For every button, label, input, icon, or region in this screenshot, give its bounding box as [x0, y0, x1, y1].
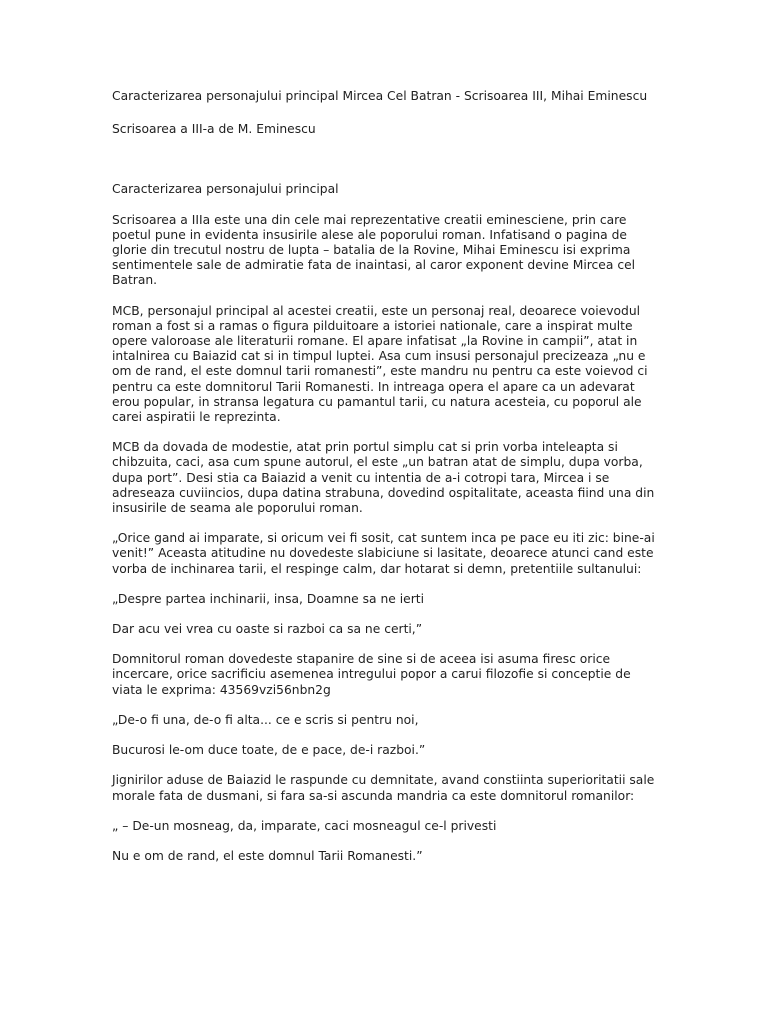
verse-line: Bucurosi le-om duce toate, de e pace, de-i razboi.”: [112, 743, 426, 758]
verse-line: Dar acu vei vrea cu oaste si razboi ca sa ne certi,”: [112, 622, 423, 637]
document-subtitle: Scrisoarea a III-a de M. Eminescu: [112, 122, 316, 137]
paragraph-self-control: Domnitorul roman dovedeste stapanire de sine si de aceea isi asuma firesc orice incercare, orice sacrificiu asemenea intregului popor a carui filozofie si conceptie de viata le exprima: 43569vzi56nbn2g: [112, 652, 631, 697]
paragraph-dignity: Jignirilor aduse de Baiazid le raspunde cu demnitate, avand constiinta superioritatii sale morale fata de dusmani, si fara sa-si ascunda mandria ca este domnitorul romanilor:: [112, 773, 655, 803]
verse-line: „Despre partea inchinarii, insa, Doamne sa ne ierti: [112, 591, 425, 606]
paragraph-intro: Scrisoarea a IIIa este una din cele mai reprezentative creatii eminesciene, prin care poetul pune in evidenta insusirile alese ale poporului roman. Infatisand o pagina de glorie din trecutul nostru de lupta – batalia de la Rovine, Mihai Eminescu isi exprima sentimentele sale de admiratie fata de inaintasi, al caror exponent devine Mircea cel Batran.: [112, 212, 636, 288]
section-heading: Caracterizarea personajului principal: [112, 182, 339, 197]
paragraph-greeting-quote: „Orice gand ai imparate, si oricum vei fi sosit, cat suntem inca pe pace eu iti zic: bine-ai venit!” Aceasta atitudine nu dovedeste slabiciune si lasitate, deoarece atunci cand este vorba de inchinarea tarii, el respinge calm, dar hotarat si demn, pretentiile sultanului:: [112, 531, 655, 576]
paragraph-real-character: MCB, personajul principal al acestei creatii, este un personaj real, deoarece voievodul roman a fost si a ramas o figura pilduitoare a istoriei nationale, care a inspirat multe opere valoroase ale literaturii romane. El apare infatisat „la Rovine in campii”, atat in intalnirea cu Baiazid cat si in timpul luptei. Asa cum insusi personajul precizeaza „nu e om de rand, el este domnul tarii romanesti”, este mandru nu pentru ca este voievod ci pentru ca este domnitorul Tarii Romanesti. In intreaga opera el apare ca un adevarat erou popular, in stransa legatura cu pamantul tarii, cu natura acesteia, cu poporul ale carei aspiratii le reprezinta.: [112, 303, 648, 425]
document-body: [112, 89, 660, 879]
verse-line: „De-o fi una, de-o fi alta... ce e scris si pentru noi,: [112, 712, 419, 727]
verse-line: „ – De-un mosneag, da, imparate, caci mosneagul ce-l privesti: [112, 818, 497, 833]
verse-line: Nu e om de rand, el este domnul Tarii Romanesti.”: [112, 848, 423, 863]
document-title: Caracterizarea personajului principal Mircea Cel Batran - Scrisoarea III, Mihai Eminescu: [112, 89, 648, 103]
paragraph-modesty: MCB da dovada de modestie, atat prin portul simplu cat si prin vorba inteleapta si chibzuita, caci, asa cum spune autorul, el este „un batran atat de simplu, dupa vorba, dupa port”. Desi stia ca Baiazid a venit cu intentia de a-i cotropi tara, Mircea i se adreseaza cuviincios, dupa datina strabuna, dovedind ospitalitate, aceasta fiind una din insusirile de seama ale poporului roman.: [112, 440, 655, 516]
